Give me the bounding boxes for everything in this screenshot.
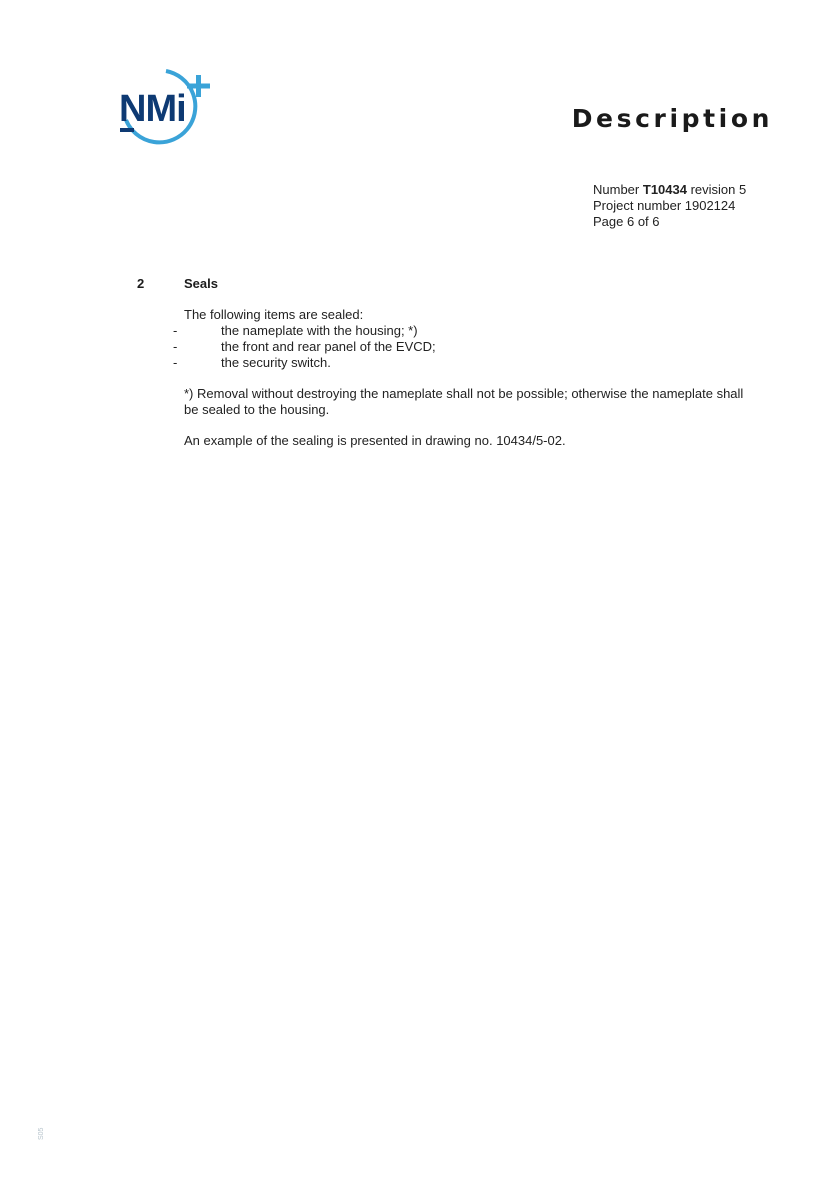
example-text: An example of the sealing is presented in drawing no. 10434/5-02. [184,433,566,448]
list-item-text: the security switch. [221,355,331,370]
section-body [173,307,744,449]
section-title: Seals [184,276,218,291]
nmi-logo [114,64,234,150]
list-item-text: the front and rear panel of the EVCD; [221,339,436,354]
number-prefix: Number [593,182,640,197]
document-number: T10434 [642,182,687,197]
document-type-title: Description [571,104,773,133]
sealed-items-list [173,323,744,371]
logo-text: NMi [119,88,186,130]
nmi-logo-icon [114,64,234,150]
revision: revision 5 [690,182,747,197]
document-number-line [593,182,746,198]
list-item-text: the nameplate with the housing; *) [221,323,418,338]
footer-code: S05 [38,1127,45,1140]
project-number: Project number 1902124 [593,198,736,213]
list-dash: - [173,339,178,354]
section-number: 2 [137,276,145,291]
list-item [173,339,744,355]
document-meta [593,182,746,230]
list-dash: - [173,355,178,370]
page-number: Page 6 of 6 [593,214,660,229]
list-dash: - [173,323,178,338]
list-item [173,323,744,339]
list-item [173,355,744,371]
note-text: *) Removal without destroying the nameplate shall not be possible; otherwise the nameplate shall be sealed to the housing. [184,386,744,417]
intro-text: The following items are sealed: [184,307,364,322]
